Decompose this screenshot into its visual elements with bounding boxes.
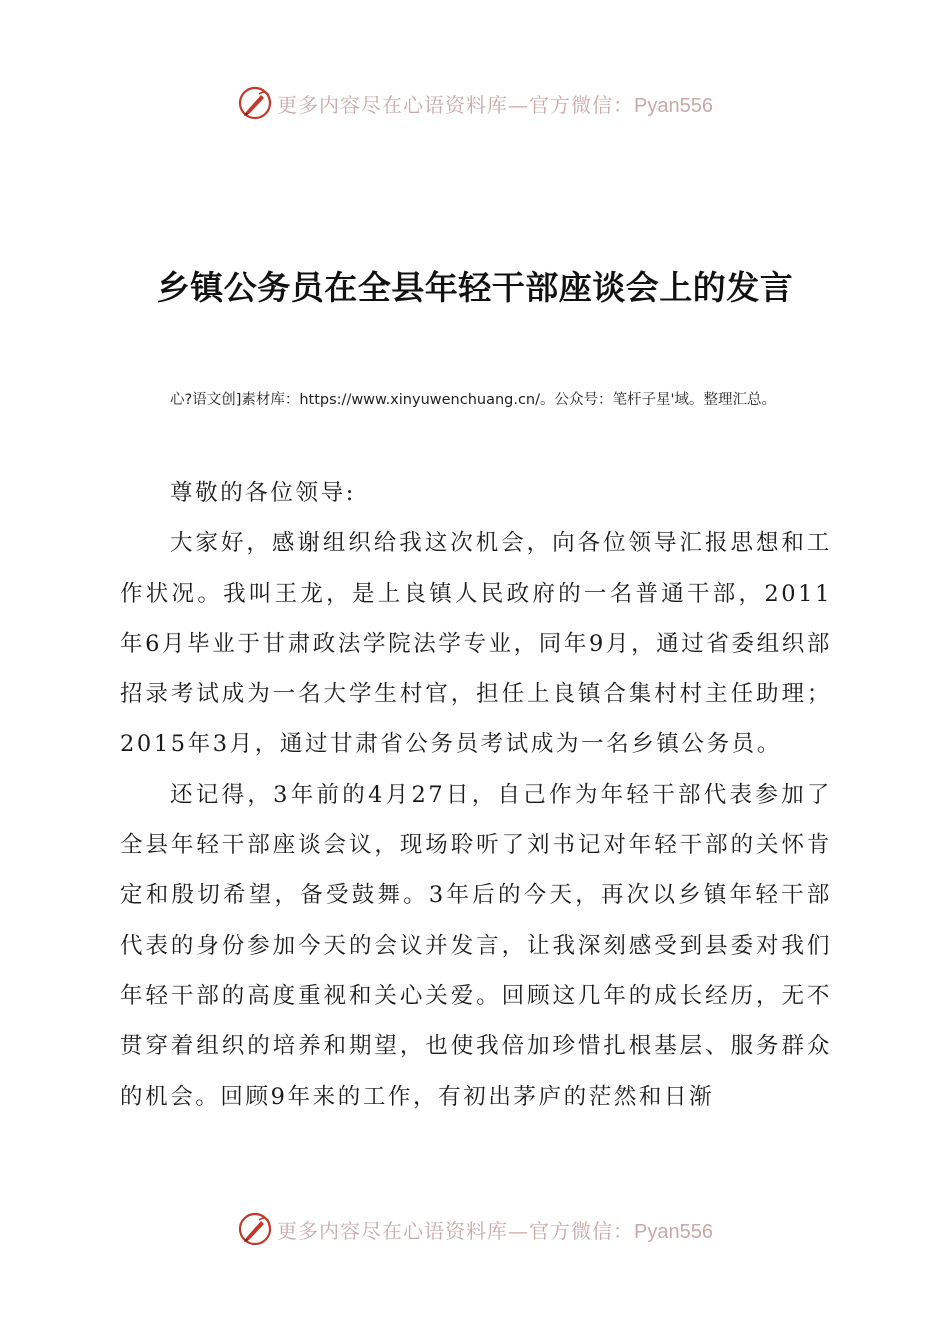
watermark-cn-text: 更多内容尽在心语资料库—官方微信： — [277, 92, 635, 117]
watermark-text — [277, 1215, 713, 1244]
pen-logo-icon — [237, 1211, 273, 1247]
source-line: 心?语文创]素材库：https://www.xinyuwenchuang.cn/。公众号：笔杆子星'域。整理汇总。 — [170, 392, 776, 408]
watermark-wechat-id: Pyan556 — [634, 1220, 713, 1243]
body-paragraph: 还记得，3年前的4月27日，自己作为年轻干部代表参加了全县年轻干部座谈会议，现场聆听了刘书记对年轻干部的关怀肯定和殷切希望，备受鼓舞。3年后的今天，再次以乡镇年轻干部代表的身份参加今天的会议并发言，让我深刻感受到县委对我们年轻干部的高度重视和关心关爱。回顾这几年的成长经历，无不贯穿着组织的培养和期望，也使我倍加珍惜扎根基层、服务群众的机会。回顾9年来的工作，有初出茅庐的茫然和日渐 — [120, 781, 832, 1110]
salutation: 尊敬的各位领导: — [170, 480, 356, 506]
watermark-cn-text: 更多内容尽在心语资料库—官方微信： — [277, 1218, 635, 1243]
pen-logo-icon — [237, 85, 273, 121]
watermark-text — [277, 89, 713, 118]
header-watermark-banner — [0, 83, 950, 123]
document-body — [120, 468, 832, 1122]
body-paragraph: 大家好，感谢组织给我这次机会，向各位领导汇报思想和工作状况。我叫王龙，是上良镇人民政府的一名普通干部，2011年6月毕业于甘肃政法学院法学专业，同年9月，通过省委组织部招录考试成为一名大学生村官，担任上良镇合集村村主任助理；2015年3月，通过甘肃省公务员考试成为一名乡镇公务员。 — [120, 530, 832, 758]
document-title: 乡镇公务员在全县年轻干部座谈会上的发言 — [156, 268, 794, 307]
footer-watermark-banner — [0, 1209, 950, 1249]
watermark-wechat-id: Pyan556 — [634, 94, 713, 117]
